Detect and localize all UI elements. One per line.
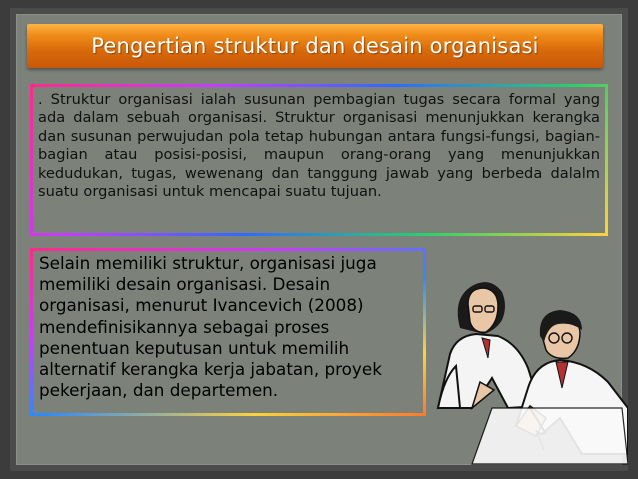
definition-box-structure [30,84,608,236]
man-left [438,282,540,408]
title-bar [27,24,603,68]
paragraph-structure: . Struktur organisasi ialah susunan pembagian tugas secara formal yang ada dalam sebuah organisasi. Struktur organisasi menunjukkan kerangka dan susunan perwujudan pola tetap hubungan antara fungsi-fungsi, bagian-bagian atau posisi-posisi, maupun orang-orang yang menunjukkan kedudukan, tugas, wewenang dan tanggung jawab yang berbeda dalalm suatu organisasi untuk mencapai suatu tujuan. [38,91,600,201]
definition-box-design [30,248,426,416]
two-men-drawing-plan-icon [432,258,628,468]
paragraph-design: Selain memiliki struktur, organisasi juga memiliki desain organisasi. Desain organisasi, menurut Ivancevich (2008) mendefinisikannya sebagai proses penentuan keputusan untuk memilih alternatif kerangka kerja jabatan, proyek pekerjaan, dan departemen. [39,253,382,401]
slide-title: Pengertian struktur dan desain organisasi [91,34,539,58]
